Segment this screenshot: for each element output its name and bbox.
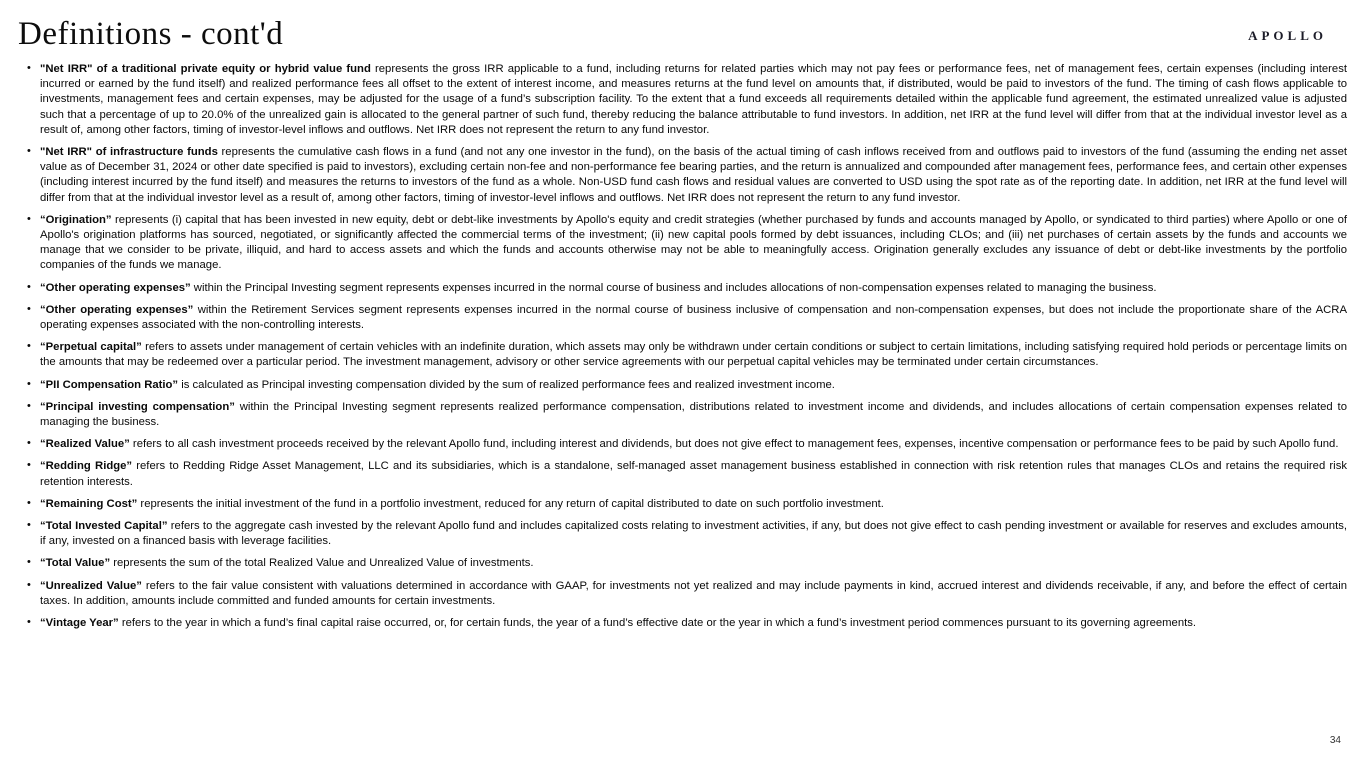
definition-text: is calculated as Principal investing compensation divided by the sum of realized performance fees and realized investment income.: [178, 378, 835, 391]
definition-term: “PII Compensation Ratio”: [40, 378, 179, 391]
definition-text: represents the gross IRR applicable to a fund, including returns for related parties which may not pay fees or performance fees, net of management fees, certain expenses (including interest incurred or earned by the fund itself) and realized performance fees all offset to the extent of interest income, and measures returns at the fund level on amounts that, if distributed, would be paid to investors of the fund. The timing of cash flows applicable to investments, management fees and certain expenses, may be adjusted for the usage of a fund’s subscription facility. To the extent that a fund exceeds all requirements detailed within the applicable fund agreement, the estimated unrealized value is adjusted such that a percentage of up to 20.0% of the unrealized gain is allocated to the general partner of such fund, thereby reducing the balance attributable to fund investors. In addition, net IRR at the fund level will differ from that at the individual investor level as a result of, among other factors, timing of investor-level inflows and outflows. Net IRR does not represent the return to any fund investor.: [40, 63, 1347, 136]
definition-term: “Other operating expenses”: [40, 303, 194, 316]
page-number: 34: [1329, 735, 1341, 746]
definition-term: “Total Invested Capital”: [40, 520, 168, 533]
definition-item: [27, 378, 1347, 393]
definition-text: represents the initial investment of the fund in a portfolio investment, reduced for any return of capital distributed to date on such portfolio investment.: [137, 497, 884, 510]
definition-text: within the Principal Investing segment represents realized performance compensation, distributions related to investment income and dividends, and includes allocations of certain compensation expenses related to managing the business.: [40, 400, 1347, 429]
definition-item: [27, 400, 1347, 430]
page-title: Definitions - cont'd: [18, 16, 284, 52]
definition-item: [27, 281, 1347, 296]
definition-term: “Other operating expenses”: [40, 281, 191, 294]
definition-text: represents (i) capital that has been invested in new equity, debt or debt-like investments by Apollo's equity and credit strategies (whether purchased by funds and accounts managed by Apollo, or syndicated to third parties) where Apollo or one of Apollo's origination platforms has sourced, negotiated, or significantly affected the commercial terms of the investment; (ii) new capital pools formed by debt issuances, including CLOs; and (iii) net purchases of certain assets by the funds and accounts we manage that we consider to be private, illiquid, and hard to access assets and which the funds and accounts otherwise may not be able to meaningfully access. Origination generally excludes any issuance of debt or debt-like investments by the portfolio companies of the funds we manage.: [40, 213, 1347, 272]
definition-term: “Remaining Cost”: [40, 497, 138, 510]
apollo-logo: APOLLO: [1248, 28, 1327, 43]
definition-item: [27, 303, 1347, 333]
definition-text: refers to the aggregate cash invested by the relevant Apollo fund and includes capitalized costs relating to investment activities, if any, but does not give effect to cash pending investment or available for reserves and excludes amounts, if any, invested on a financed basis with leverage facilities.: [40, 520, 1348, 548]
definition-term: “Redding Ridge”: [40, 460, 133, 473]
definition-term: “Total Value”: [40, 557, 111, 570]
definition-item: [27, 459, 1347, 489]
definition-text: within the Retirement Services segment represents expenses incurred in the normal course of business inclusive of compensation and non-compensation expenses, but does not include the proportionate share of the ACRA operating expenses associated with the non-controlling interests.: [40, 303, 1347, 332]
definition-item: [27, 145, 1347, 206]
definition-text: refers to the fair value consistent with valuations determined in accordance with GAAP, for investments not yet realized and may include payments in kind, accrued interest and dividends receivable, if any, and before the effect of certain taxes. In addition, amounts include committed and funded amounts for certain investments.: [40, 579, 1347, 607]
definition-term: “Realized Value”: [40, 438, 130, 451]
definition-item: [27, 616, 1347, 631]
definition-term: “Unrealized Value”: [40, 579, 142, 592]
definition-term: “Vintage Year”: [40, 617, 119, 630]
definition-item: [27, 340, 1347, 370]
definition-item: [27, 213, 1347, 274]
definition-text: refers to Redding Ridge Asset Management, LLC and its subsidiaries, which is a standalone, self-managed asset management business established in connection with risk retention rules that manages CLOs and retains the required risk retention interests.: [40, 460, 1347, 488]
definition-term: “Principal investing compensation”: [40, 400, 235, 413]
definition-item: [27, 556, 1347, 571]
definition-text: refers to all cash investment proceeds received by the relevant Apollo fund, including interest and dividends, but does not give effect to management fees, expenses, incentive compensation or performance fees to be paid by such Apollo fund.: [129, 438, 1339, 451]
definition-text: represents the cumulative cash flows in a fund (and not any one investor in the fund), on the basis of the actual timing of cash inflows received from and outflows paid to investors of the fund (assuming the ending net asset value as of December 31, 2024 or other date specified is paid to investors), excluding certain non-fee and non-performance fee bearing parties, and the return is annualized and compounded after management fees, performance fees, and certain other expenses (including interest incurred by the fund itself) and measures the returns to investors of the fund as a whole. Non-USD fund cash flows and residual values are converted to USD using the spot rate as of the reporting date. In addition, net IRR at the fund level will differ from that at the individual investor level as a result of, among other factors, timing of investor-level inflows and outflows. Net IRR does not represent the return to any fund investor.: [40, 146, 1347, 204]
definition-term: "Net IRR" of infrastructure funds: [40, 146, 218, 159]
definition-term: "Net IRR" of a traditional private equity or hybrid value fund: [40, 63, 371, 75]
definition-item: [27, 519, 1347, 549]
definition-term: “Origination”: [40, 213, 112, 226]
definition-text: within the Principal Investing segment represents expenses incurred in the normal course of business and includes allocations of non-compensation expenses related to managing the business.: [190, 281, 1157, 294]
definition-item: [27, 62, 1347, 138]
slide-header: [0, 0, 1365, 58]
definition-text: refers to the year in which a fund’s final capital raise occurred, or, for certain funds, the year of a fund’s effective date or the year in which a fund’s investment period commences pursuant to its governing agreements.: [118, 617, 1197, 630]
definition-text: represents the sum of the total Realized Value and Unrealized Value of investments.: [110, 557, 534, 570]
definition-item: [27, 579, 1347, 609]
definition-item: [27, 437, 1347, 452]
definition-text: refers to assets under management of certain vehicles with an indefinite duration, which assets may only be withdrawn under certain conditions or subject to certain limitations, including satisfying required hold periods or percentage limits on the amounts that may be redeemed over a particular period. The investment management, advisory or other service agreements with our perpetual capital vehicles may be terminated under certain circumstances.: [40, 341, 1347, 369]
definitions-list: [27, 62, 1347, 631]
definition-term: “Perpetual capital”: [40, 341, 142, 354]
definition-item: [27, 497, 1347, 512]
